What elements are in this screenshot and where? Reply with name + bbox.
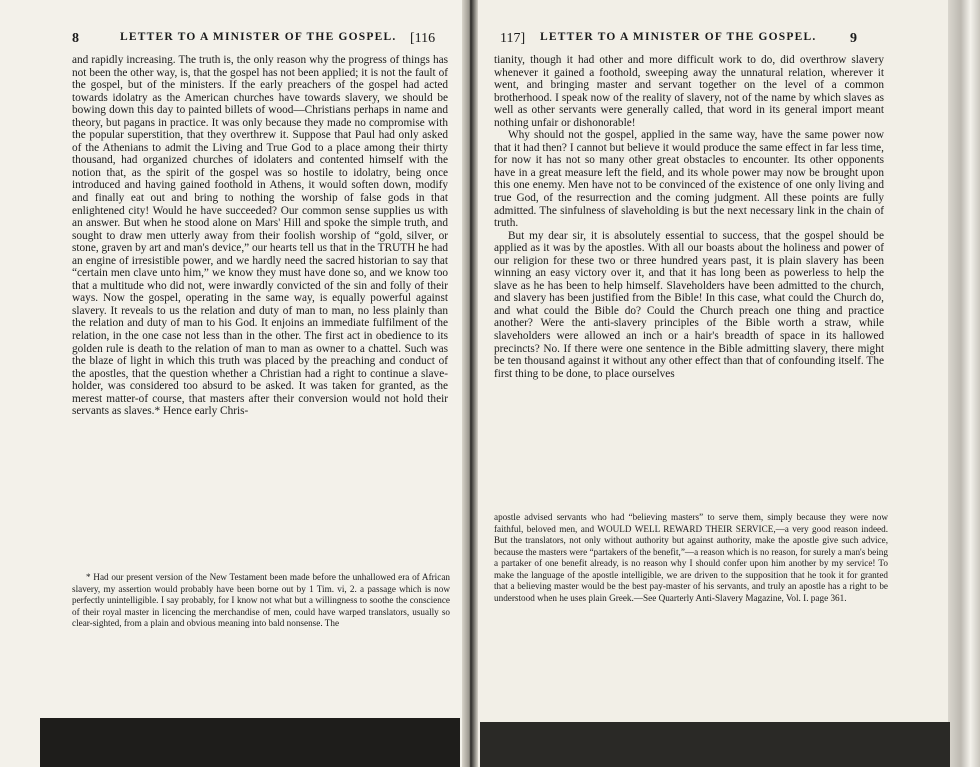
left-running-title: LETTER TO A MINISTER OF THE GOSPEL. [120,31,397,43]
right-page [470,0,980,767]
right-original-page: 117] [500,31,526,46]
left-paragraph-1: and rapidly increasing. The truth is, the only reason why the progress of things has not been the other way, is, that the gospel has not been applied; it is not the fault of the gospel, but of the ministers. If the early preachers of the gospel had acted towards idolatry as the American churches have towards slavery, we should be bowing down this day to painted billets of wood—Christians perhaps in name and theory, but pagans in practice. It was only because they made no compromise with the popular superstition, that they overthrew it. Suppose that Paul had only asked of the Athenians to admit the Living and True God to a place among their thirty thousand, had organized churches of idolaters and contented himself with the notion that, as the spirit of the gospel was so hostile to idolatry, being once introduced and having gained foothold in Athens, it would soften down, modify and finally eat out and bring to nothing the worship of false gods in that enlightened city! Would he have succeeded? Our common sense supplies us with an answer. But when he stood alone on Mars' Hill and spoke the simple truth, and sought to draw men utterly away from their foolish worship of “gold, silver, or stone, graven by art and man's device,” our hearts tell us that in the TRUTH he had an engine of irresistible power, and we hardly need the sacred historian to say that “certain men clave unto him,” we know they must have done so, and we know too that a multitude who did not, were inwardly convicted of the sin and folly of their ways. Now the gospel, operating in the same way, is equally powerful against slavery. It reveals to us the relation and duty of man to man, no less plainly than the relation and duty of man to his God. It enjoins an immediate fulfilment of the relation, in the one case not less than in the other. The first act in obedience to its golden rule is death to the relation of man to man as owner to a chattel. Such was the blaze of light in which this truth was placed by the preaching and conduct of the apostles, that the question whether a Christian had a right to continue a slave-holder, was considered too absurd to be asked. It was taken for granted, as the merest matter-of course, that masters after their conversion would not hold their servants as slaves.* Hence early Chris- [72,54,448,418]
right-paragraph-1: tianity, though it had other and more difficult work to do, did overthrow slavery whenever it gained a foothold, sweeping away the unnatural relation, wherever it went, and bringing master and servant together on the level of a common brotherhood. I speak now of the reality of slavery, not of the name by which slaves as well as other servants were generally called, that word in its general import meant nothing unfair or dishonorable! [494,54,884,129]
right-paragraph-3: But my dear sir, it is absolutely essential to success, that the gospel should be applied as it was by the apostles. With all our boasts about the holiness and power of our religion for these two or three hundred years past, it is plain slavery has been winning an easy victory over it, and that it has long been as powerless to help the slave as he has been to help himself. Slaveholders have been admitted to the church, and slavery has been justified from the Bible! In this case, what could the Church do, and what could the Bible do? Could the Church preach one thing and practice another? Were the anti-slavery principles of the Bible worth a straw, while slaveholders were allowed an inch or a hair's breadth of space in its hallowed precincts? No. If there were one sentence in the Bible admitting slavery, there might be ten thousand against it without any other effect than that of confounding itself. The first thing to be done, to place ourselves [494,229,884,380]
right-footnote [494,512,888,604]
right-footnote-text: apostle advised servants who had “believing masters” to serve them, simply because they were now faithful, beloved men, and WOULD WELL REWARD THEIR SERVICE,—a very good reason indeed. But the translators, not only without authority but against authority, make the apostle give such advice, because the masters were “partakers of the benefit,”—a reason which is no reason, for surely a man's being a partaker of one benefit already, is no reason why I should confer upon him another by my service! To make the language of the apostle intelligible, we are driven to the supposition that he took it for granted that a believing master would be the best pay-master of his servants, and truly an apostle has a right to be understood when he uses plain Greek.—See Quarterly Anti-Slavery Magazine, Vol. I. page 361. [494,512,888,603]
left-page [0,0,470,767]
right-paragraph-2: Why should not the gospel, applied in the same way, have the same power now that it had then? I cannot but believe it would produce the same effect in far less time, for now it has not so many other great obstacles to encounter. Its other opponents have in a great measure left the field, and its whole power may now be brought upon this one enemy. Men have not to be convinced of the existence of one only living and true God, of the resurrection and the coming judgment. All these points are fully admitted. The sinfulness of slaveholding is but the next necessary link in the chain of truth. [494,129,884,230]
book-gutter [462,0,478,767]
right-running-title: LETTER TO A MINISTER OF THE GOSPEL. [540,31,817,43]
right-page-body [494,54,884,380]
left-page-number: 8 [72,31,79,46]
left-original-page: [116 [410,31,436,46]
left-footnote [72,572,450,630]
scan-shadow-right [480,722,950,767]
page-edge [948,0,980,767]
scan-shadow-left [40,718,460,767]
left-page-body [72,54,448,418]
left-footnote-text: * Had our present version of the New Testament been made before the unhallowed era of African slavery, my assertion would probably have been borne out by 1 Tim. vi, 2. a passage which is now perfectly unintelligible. I say probably, for I know not what but a willingness to soothe the conscience of their royal master in licencing the merchandise of men, could have warped translators, usually so clear-sighted, from a plain and obvious meaning into bald nonsense. The [72,572,450,628]
right-page-number: 9 [850,31,857,46]
